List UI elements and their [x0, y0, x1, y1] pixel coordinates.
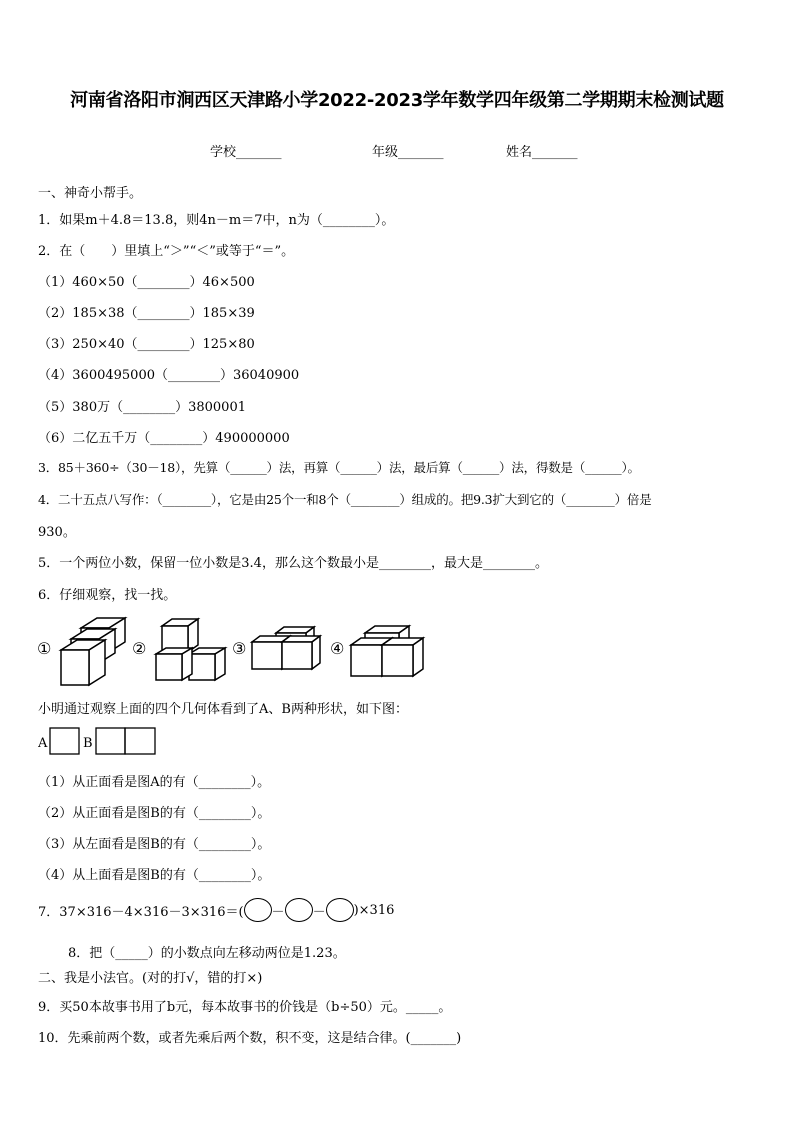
shape-b-label: B [83, 736, 93, 751]
question-4: 4．二十五点八写作：（________），它是由25个一和8个（________）组成的。把9.3扩大到它的（________）倍是 [38, 492, 652, 507]
question-2-5: （5）380万（________）3800001 [38, 400, 246, 415]
section-1-heading: 一、神奇小帮手。 [38, 186, 143, 201]
name-field: 姓名_______ [506, 145, 578, 160]
figure-label-4: ④ [330, 639, 345, 658]
grade-field: 年级_______ [372, 145, 444, 160]
cube-figure-4 [351, 626, 423, 676]
question-2-3: （3）250×40（________）125×80 [38, 337, 255, 352]
shape-a-label: A [38, 736, 48, 751]
figure-label-2: ② [132, 639, 147, 658]
question-6-1: （1）从正面看是图A的有（________）。 [38, 775, 271, 790]
shape-b-left [96, 728, 125, 754]
cube-figure-1 [61, 618, 125, 685]
question-6-4: （4）从上面看是图B的有（________）。 [38, 868, 271, 883]
question-2: 2．在（ ）里填上“＞”“＜”或等于“＝”。 [38, 244, 295, 259]
page-title: 河南省洛阳市涧西区天津路小学2022-2023学年数学四年级第二学期期末检测试题 [70, 90, 724, 111]
cube-figure-2 [156, 619, 225, 680]
school-field: 学校_______ [210, 145, 282, 160]
question-2-1: （1）460×50（________）46×500 [38, 275, 255, 290]
answer-circle-3 [326, 898, 354, 922]
section-2-heading: 二、我是小法官。(对的打√，错的打×) [38, 971, 263, 986]
shape-diagram [38, 727, 168, 761]
cube-figure-3 [252, 627, 320, 669]
question-5: 5．一个两位小数，保留一位小数是3.4，那么这个数最小是________，最大是________。 [38, 556, 548, 571]
question-2-6: （6）二亿五千万（________）490000000 [38, 431, 290, 446]
question-1: 1．如果m＋4.8＝13.8，则4n－m＝7中，n为（________）。 [38, 213, 395, 228]
question-7-prefix: 7．37×316－4×316－3×316＝( [38, 904, 244, 920]
answer-circle-2 [285, 898, 313, 922]
question-2-2: （2）185×38（________）185×39 [38, 306, 255, 321]
cube-figures [36, 612, 436, 692]
figure-label-3: ③ [232, 639, 247, 658]
question-2-4: （4）3600495000（________）36040900 [38, 368, 300, 383]
question-6-desc: 小明通过观察上面的四个几何体看到了A、B两种形状，如下图： [38, 702, 408, 717]
question-8: 8．把（_____）的小数点向左移动两位是1.23。 [68, 946, 346, 961]
question-7 [38, 898, 394, 922]
minus-sign-1: － [271, 904, 285, 920]
question-6-3: （3）从左面看是图B的有（________）。 [38, 837, 271, 852]
shape-b-right [125, 728, 155, 754]
question-3: 3．85＋360÷（30－18），先算（______）法，再算（______）法，最后算（______）法，得数是（______）。 [38, 460, 640, 475]
question-4-cont: 930。 [38, 525, 76, 540]
shape-a [50, 728, 79, 754]
question-6: 6．仔细观察，找一找。 [38, 588, 177, 603]
minus-sign-2: － [312, 904, 326, 920]
question-6-2: （2）从正面看是图B的有（________）。 [38, 806, 271, 821]
answer-circle-1 [244, 898, 272, 922]
question-7-suffix: )×316 [353, 902, 395, 918]
question-10: 10．先乘前两个数，或者先乘后两个数，积不变，这是结合律。(_______) [38, 1031, 462, 1046]
figure-label-1: ① [37, 639, 52, 658]
question-9: 9．买50本故事书用了b元，每本故事书的价钱是（b÷50）元。_____。 [38, 1000, 452, 1015]
